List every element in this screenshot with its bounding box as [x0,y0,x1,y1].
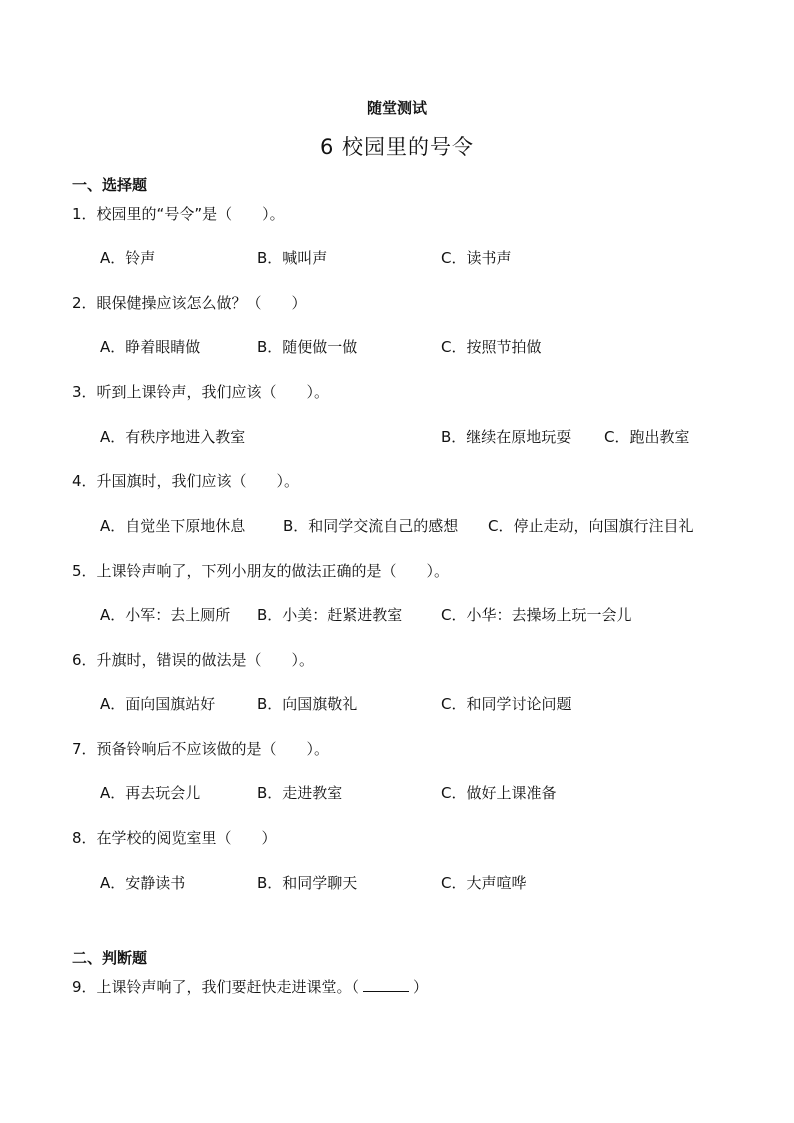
option-c: C．停止走动，向国旗行注目礼 [488,517,694,535]
question-stem: 5．上课铃声响了，下列小朋友的做法正确的是（ ）。 [72,562,450,580]
option-a: A．铃声 [100,249,156,267]
question-stem: 7．预备铃响后不应该做的是（ ）。 [72,740,330,758]
closing-paren: ） [413,978,429,996]
supertitle: 随堂测试 [366,99,427,117]
option-b: B．继续在原地玩耍 [441,428,572,446]
option-a: A．面向国旗站好 [100,695,216,713]
option-b: B．走进教室 [257,784,343,802]
option-c: C．大声喧哗 [441,874,527,892]
option-b: B．向国旗敬礼 [257,695,358,713]
question-stem: 3．听到上课铃声，我们应该（ ）。 [72,383,330,401]
answer-blank[interactable] [363,977,409,992]
option-c: C．跑出教室 [604,428,690,446]
section-heading-choice: 一、选择题 [72,176,148,194]
question-stem: 6．升旗时，错误的做法是（ ）。 [72,651,315,669]
question-stem: 8．在学校的阅览室里（ ） [72,829,277,847]
question-stem: 9．上课铃声响了，我们要赶快走进课堂。（ [72,978,360,996]
question-stem: 2．眼保健操应该怎么做？（ ） [72,294,307,312]
question-stem: 4．升国旗时，我们应该（ ）。 [72,472,300,490]
option-b: B．小美：赶紧进教室 [257,606,403,624]
option-a: A．再去玩会儿 [100,784,201,802]
option-a: A．自觉坐下原地休息 [100,517,246,535]
option-c: C．按照节拍做 [441,338,542,356]
option-a: A．有秩序地进入教室 [100,428,246,446]
option-c: C．和同学讨论问题 [441,695,572,713]
option-b: B．和同学聊天 [257,874,358,892]
option-a: A．小军：去上厕所 [100,606,231,624]
option-c: C．读书声 [441,249,512,267]
page-title: 6 校园里的号令 [319,135,475,159]
option-c: C．小华：去操场上玩一会儿 [441,606,632,624]
question-stem: 1．校园里的“号令”是（ ）。 [72,205,285,223]
option-b: B．喊叫声 [257,249,328,267]
option-b: B．随便做一做 [257,338,358,356]
option-b: B．和同学交流自己的感想 [283,517,459,535]
option-c: C．做好上课准备 [441,784,557,802]
option-a: A．睁着眼睛做 [100,338,201,356]
option-a: A．安静读书 [100,874,186,892]
judgement-question [72,976,428,997]
section-heading-judgement: 二、判断题 [72,949,148,967]
